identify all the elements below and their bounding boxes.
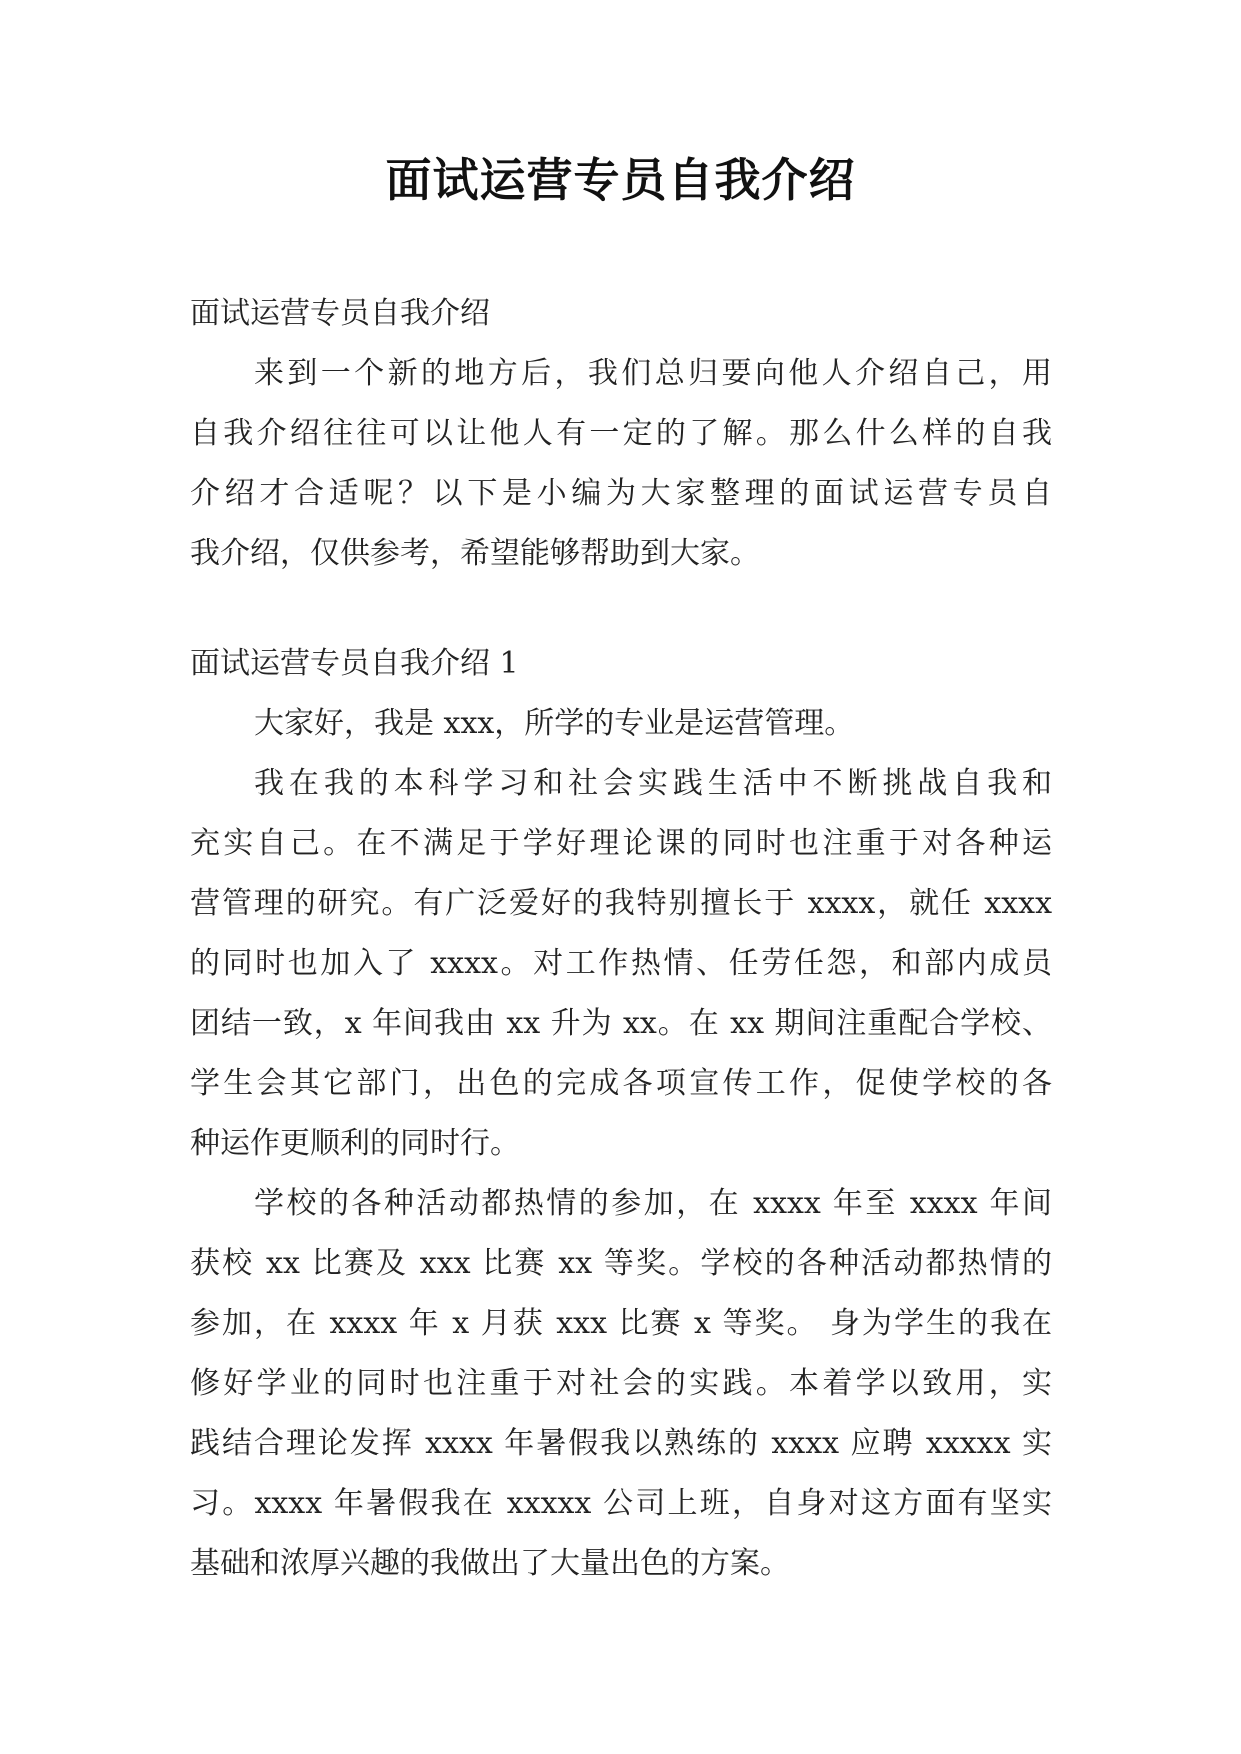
activities-paragraph-line: 修好学业的同时也注重于对社会的实践。本着学以致用，实 (190, 1366, 1052, 1401)
activities-paragraph-line: 基础和浓厚兴趣的我做出了大量出色的方案。 (190, 1546, 790, 1581)
experience-paragraph-line: 学生会其它部门，出色的完成各项宣传工作，促使学校的各 (190, 1066, 1052, 1101)
section-heading: 面试运营专员自我介绍 1 (190, 646, 519, 681)
activities-paragraph-line: 获校 xx 比赛及 xxx 比赛 xx 等奖。学校的各种活动都热情的 (190, 1246, 1052, 1281)
greeting-paragraph: 大家好，我是 xxx，所学的专业是运营管理。 (254, 706, 855, 741)
activities-paragraph-line: 践结合理论发挥 xxxx 年暑假我以熟练的 xxxx 应聘 xxxxx 实 (190, 1426, 1052, 1461)
intro-paragraph-line: 介绍才合适呢？以下是小编为大家整理的面试运营专员自 (190, 476, 1052, 511)
experience-paragraph-line: 充实自己。在不满足于学好理论课的同时也注重于对各种运 (190, 826, 1052, 861)
document-title: 面试运营专员自我介绍 (385, 153, 856, 207)
activities-paragraph-line: 学校的各种活动都热情的参加，在 xxxx 年至 xxxx 年间 (254, 1186, 1052, 1221)
experience-paragraph-line: 种运作更顺利的同时行。 (190, 1126, 520, 1161)
activities-paragraph-line: 参加，在 xxxx 年 x 月获 xxx 比赛 x 等奖。 身为学生的我在 (190, 1306, 1052, 1341)
experience-paragraph-line: 营管理的研究。有广泛爱好的我特别擅长于 xxxx，就任 xxxx (190, 886, 1052, 921)
document-body (190, 284, 1052, 1594)
section-spacer (190, 584, 1052, 634)
activities-paragraph-line: 习。xxxx 年暑假我在 xxxxx 公司上班，自身对这方面有坚实 (190, 1486, 1052, 1521)
experience-paragraph-line: 的同时也加入了 xxxx。对工作热情、任劳任怨，和部内成员 (190, 946, 1052, 981)
intro-heading: 面试运营专员自我介绍 (190, 296, 490, 331)
intro-paragraph-line: 来到一个新的地方后，我们总归要向他人介绍自己，用 (254, 356, 1052, 391)
experience-paragraph-line: 我在我的本科学习和社会实践生活中不断挑战自我和 (254, 766, 1052, 801)
intro-paragraph-line: 自我介绍往往可以让他人有一定的了解。那么什么样的自我 (190, 416, 1052, 451)
experience-paragraph-line: 团结一致，x 年间我由 xx 升为 xx。在 xx 期间注重配合学校、 (190, 1006, 1052, 1041)
intro-paragraph-line: 我介绍，仅供参考，希望能够帮助到大家。 (190, 536, 760, 571)
